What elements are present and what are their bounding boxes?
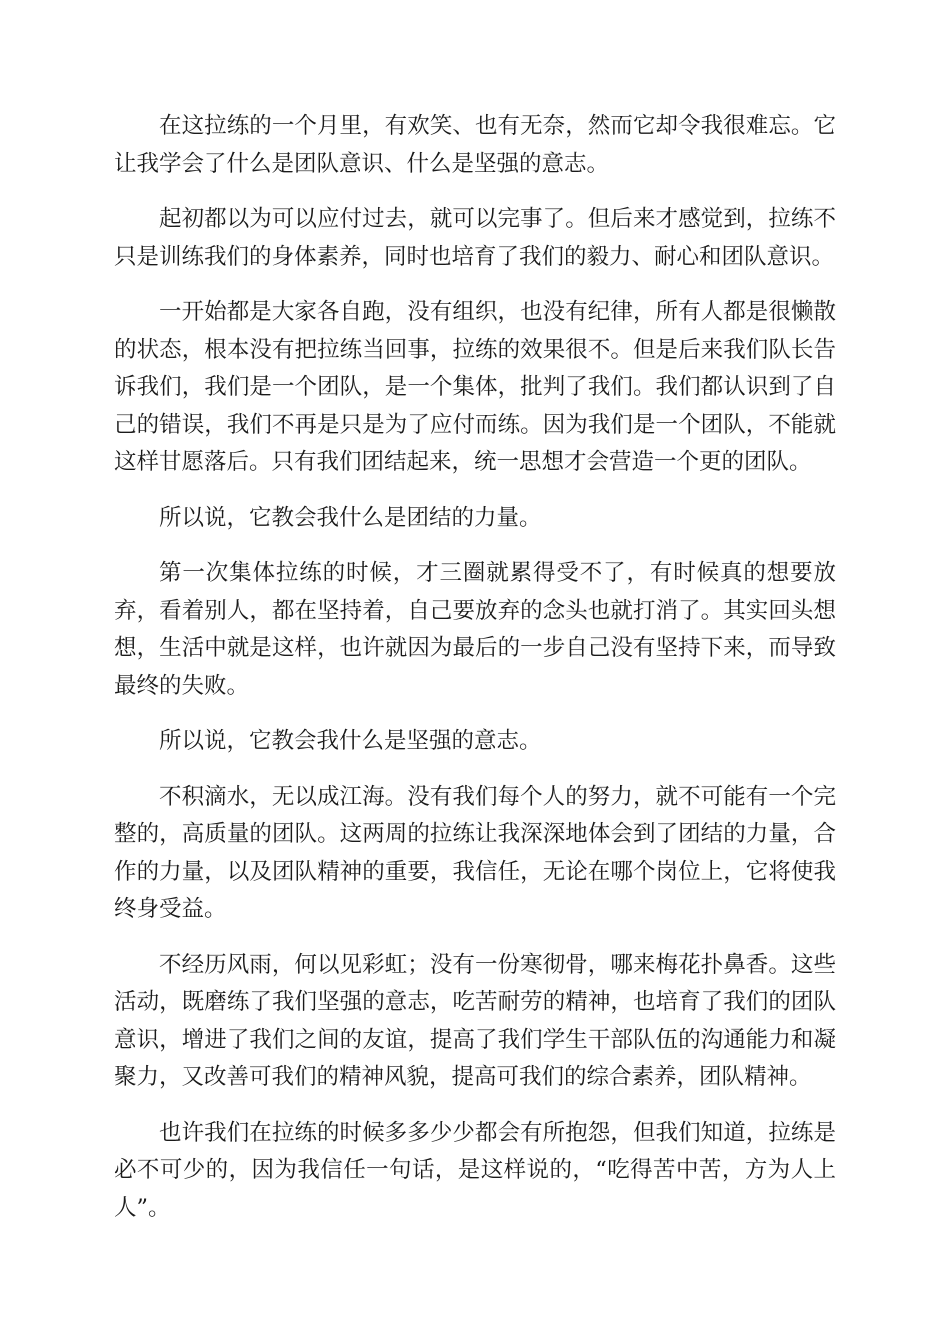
paragraph: 不积滴水，无以成江海。没有我们每个人的努力，就不可能有一个完整的，高质量的团队。这两周的拉练让我深深地体会到了团结的力量，合作的力量，以及团队精神的重要，我信任，无论在哪个岗位上，它将使我终身受益。 <box>114 783 836 922</box>
paragraph: 第一次集体拉练的时候，才三圈就累得受不了，有时候真的想要放弃，看着别人，都在坚持着，自己要放弃的念头也就打消了。其实回头想想，生活中就是这样，也许就因为最后的一步自己没有坚持下来，而导致最终的失败。 <box>114 560 836 699</box>
paragraph: 所以说，它教会我什么是坚强的意志。 <box>159 728 542 754</box>
paragraph: 也许我们在拉练的时候多多少少都会有所抱怨，但我们知道，拉练是必不可少的，因为我信任一句话，是这样说的，“吃得苦中苦，方为人上人”。 <box>114 1119 836 1221</box>
paragraph: 不经历风雨，何以见彩虹；没有一份寒彻骨，哪来梅花扑鼻香。这些活动，既磨练了我们坚强的意志，吃苦耐劳的精神，也培育了我们的团队意识，增进了我们之间的友谊，提高了我们学生干部队伍的沟通能力和凝聚力，又改善可我们的精神风貌，提高可我们的综合素养，团队精神。 <box>114 951 836 1090</box>
paragraph: 所以说，它教会我什么是团结的力量。 <box>159 504 542 531</box>
paragraph: 起初都以为可以应付过去，就可以完事了。但后来才感觉到，拉练不只是训练我们的身体素养，同时也培育了我们的毅力、耐心和团队意识。 <box>114 206 836 270</box>
paragraph: 在这拉练的一个月里，有欢笑、也有无奈，然而它却令我很难忘。它让我学会了什么是团队意识、什么是坚强的意志。 <box>114 113 836 177</box>
paragraph: 一开始都是大家各自跑，没有组织，也没有纪律，所有人都是很懒散的状态，根本没有把拉练当回事，拉练的效果很不。但是后来我们队长告诉我们，我们是一个团队，是一个集体，批判了我们。我们都认识到了自己的错误，我们不再是只是为了应付而练。因为我们是一个团队，不能就这样甘愿落后。只有我们团结起来，统一思想才会营造一个更的团队。 <box>114 299 836 475</box>
document-body <box>114 108 836 1245</box>
